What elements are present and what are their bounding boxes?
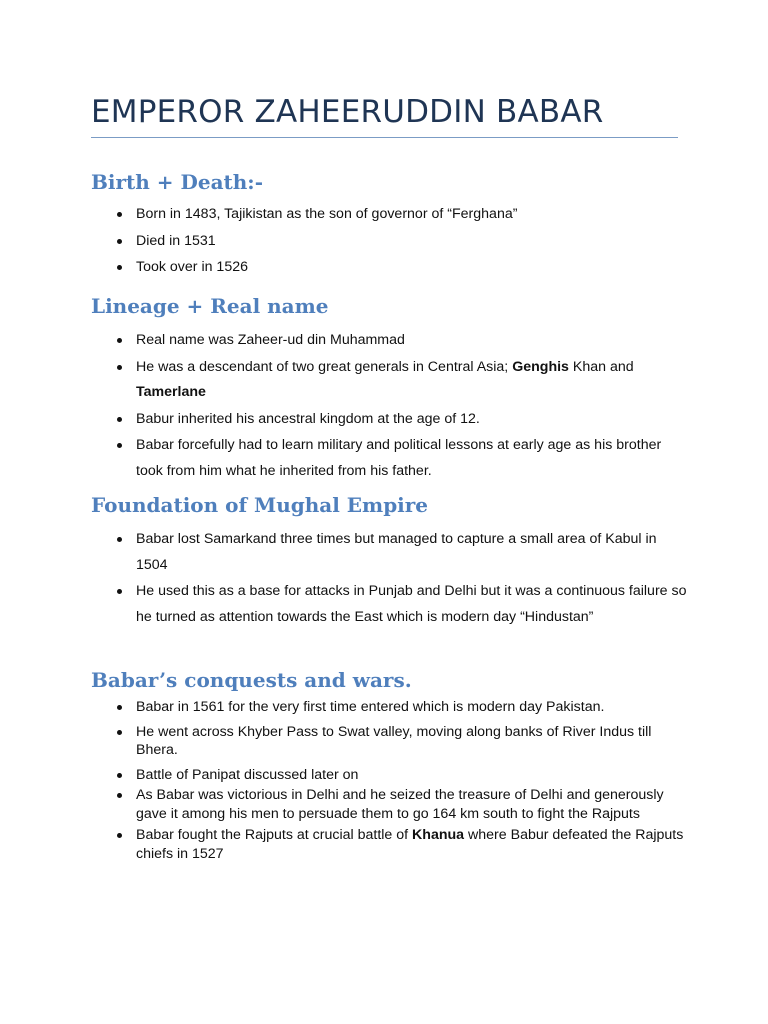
item-text: He was a descendant of two great generals in Central Asia; (136, 358, 513, 375)
list-item: Babar lost Samarkand three times but managed to capture a small area of Kabul in 1504 (91, 527, 691, 578)
list-item: Took over in 1526 (91, 255, 691, 281)
list-item: Died in 1531 (91, 229, 691, 255)
section-heading: Birth + Death:- (91, 170, 263, 194)
list-item: As Babar was victorious in Delhi and he seized the treasure of Delhi and generously gave it among his men to persuade them to go 164 km south to fight the Rajputs (91, 786, 691, 823)
bullet-list (91, 202, 691, 281)
section-heading: Foundation of Mughal Empire (91, 493, 429, 517)
section-foundation (91, 493, 691, 631)
title-underline (91, 137, 678, 138)
khanua-name: Khanua (412, 827, 465, 843)
list-item: Real name was Zaheer-ud din Muhammad (91, 328, 691, 354)
list-item: He went across Khyber Pass to Swat valley, moving along banks of River Indus till Bhera. (91, 723, 691, 760)
section-heading: Lineage + Real name (91, 294, 329, 318)
list-item: Babur inherited his ancestral kingdom at the age of 12. (91, 407, 691, 433)
list-item: Babar in 1561 for the very first time entered which is modern day Pakistan. (91, 698, 691, 717)
list-item (91, 355, 691, 406)
section-birth-death (91, 170, 691, 282)
list-item (91, 826, 691, 863)
section-lineage (91, 294, 691, 485)
bullet-list (91, 328, 691, 484)
list-item: He used this as a base for attacks in Punjab and Delhi but it was a continuous failure so he turned as attention towards the East which is modern day “Hindustan” (91, 579, 691, 630)
document-title: EMPEROR ZAHEERUDDIN BABAR (91, 94, 604, 130)
list-item: Babar forcefully had to learn military and political lessons at early age as his brother took from him what he inherited from his father. (91, 433, 691, 484)
item-text: Babar fought the Rajputs at crucial battle of (136, 827, 413, 843)
bullet-list (91, 527, 691, 630)
bullet-list (91, 698, 691, 863)
item-text: Khan and (568, 358, 634, 375)
section-conquests (91, 668, 691, 869)
item-text: where Babur defeated the Rajputs chiefs in 1527 (136, 827, 684, 862)
tamerlane-name: Tamerlane (136, 384, 206, 400)
list-item: Battle of Panipat discussed later on (91, 766, 691, 785)
genghis-name: Genghis (512, 358, 569, 375)
list-item: Born in 1483, Tajikistan as the son of governor of “Ferghana” (91, 202, 691, 228)
section-heading: Babar’s conquests and wars. (91, 668, 412, 692)
